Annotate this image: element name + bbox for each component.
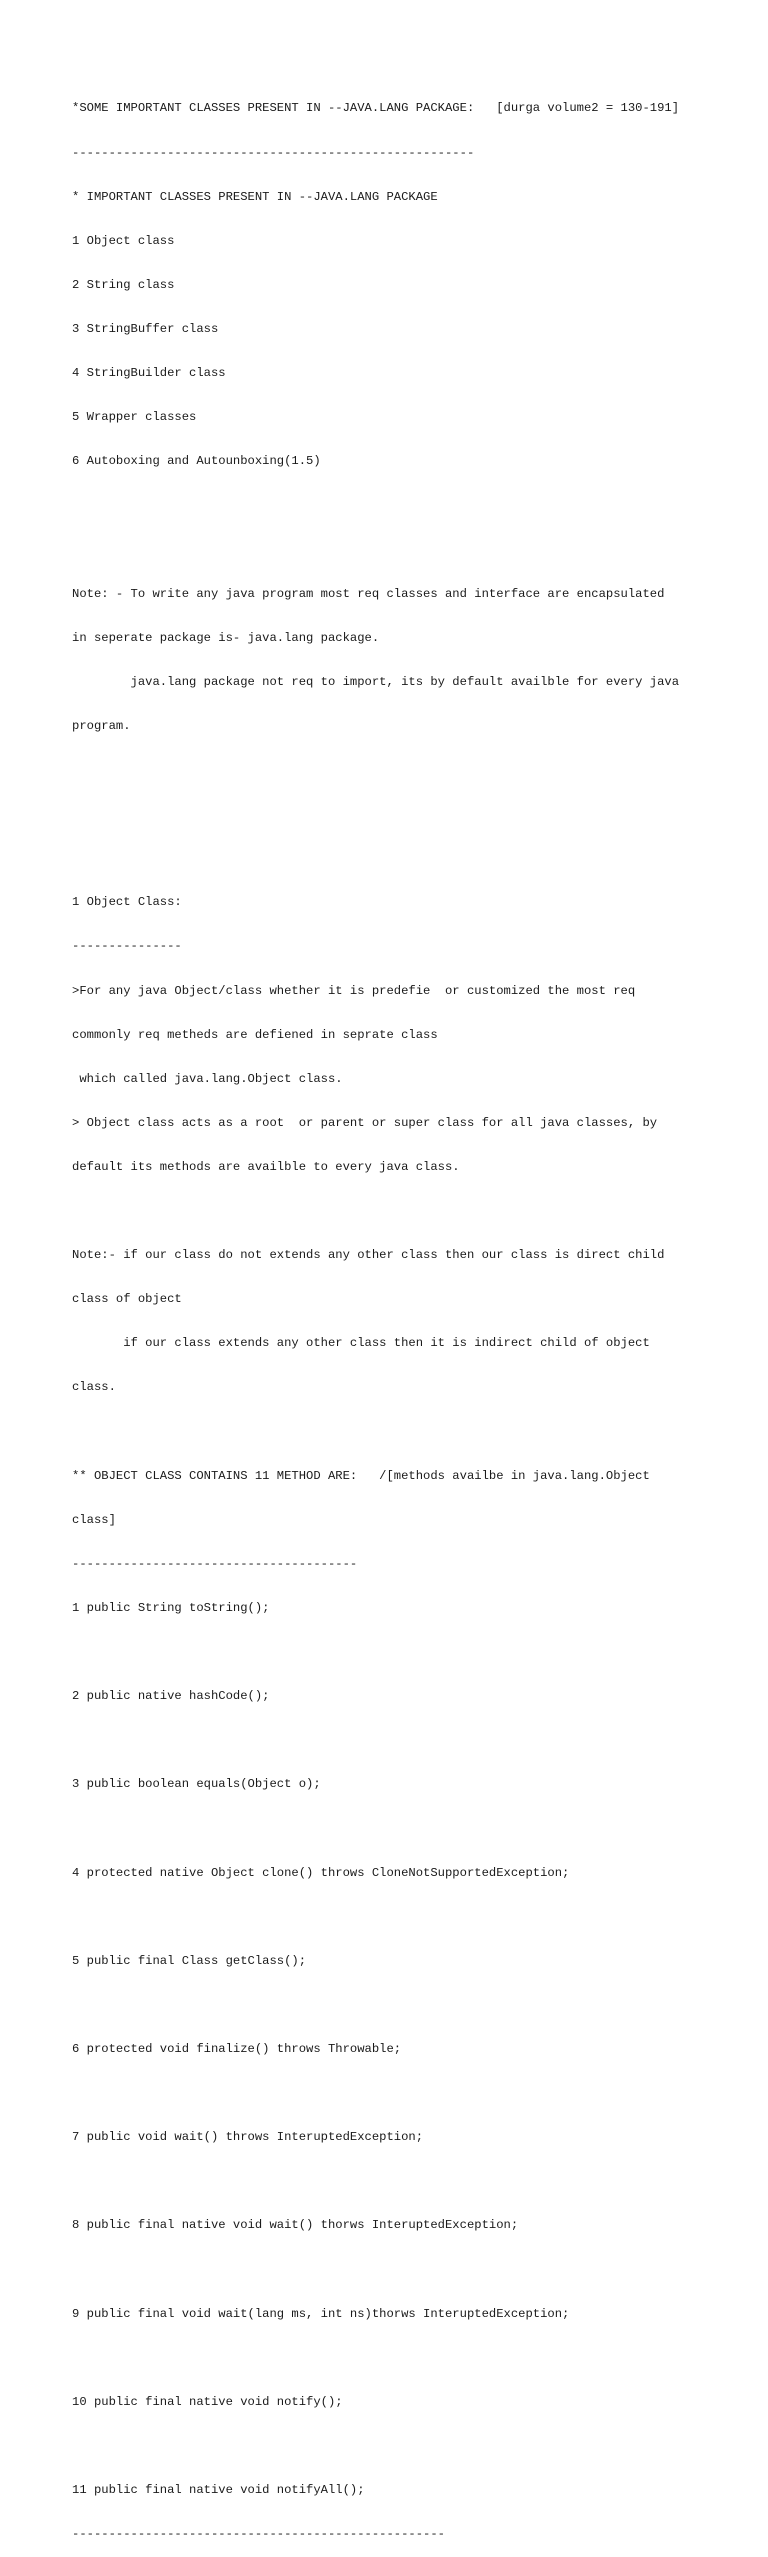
note-line: Note: - To write any java program most req classes and interface are encapsulated bbox=[72, 586, 665, 601]
paragraph-line: which called java.lang.Object class. bbox=[72, 1071, 343, 1086]
subheading-line: * IMPORTANT CLASSES PRESENT IN --JAVA.LANG PACKAGE bbox=[72, 189, 438, 204]
blank-line bbox=[72, 2174, 712, 2189]
note-line: Note:- if our class do not extends any other class then our class is direct child bbox=[72, 1248, 665, 1263]
list-item: 3 StringBuffer class bbox=[72, 321, 219, 336]
note-line: class of object bbox=[72, 1292, 182, 1307]
blank-line bbox=[72, 1822, 712, 1837]
section-title: ** OBJECT CLASS CONTAINS 11 METHOD ARE: /[methods availbe in java.lang.Object bbox=[72, 1468, 650, 1483]
document-page bbox=[72, 72, 712, 2557]
blank-line bbox=[72, 2351, 712, 2366]
method-line: 11 public final native void notifyAll(); bbox=[72, 2483, 365, 2498]
method-line: 5 public final Class getClass(); bbox=[72, 1953, 307, 1968]
paragraph-line: > Object class acts as a root or parent or super class for all java classes, by bbox=[72, 1115, 658, 1130]
blank-line bbox=[72, 1204, 712, 1219]
method-line: 6 protected void finalize() throws Throwable; bbox=[72, 2042, 402, 2057]
blank-line bbox=[72, 2263, 712, 2278]
divider-line: --------------- bbox=[72, 939, 182, 954]
list-item: 2 String class bbox=[72, 277, 175, 292]
note-line: java.lang package not req to import, its by default availble for every java bbox=[72, 674, 680, 689]
blank-line bbox=[72, 1645, 712, 1660]
paragraph-line: >For any java Object/class whether it is predefie or customized the most req bbox=[72, 983, 636, 998]
divider-line: ------------------------------------------------------- bbox=[72, 145, 475, 160]
blank-line bbox=[72, 498, 712, 513]
method-line: 8 public final native void wait() thorws InteruptedException; bbox=[72, 2218, 519, 2233]
blank-line bbox=[72, 1425, 712, 1440]
method-line: 7 public void wait() throws InteruptedException; bbox=[72, 2130, 424, 2145]
method-line: 9 public final void wait(lang ms, int ns)thorws InteruptedException; bbox=[72, 2306, 570, 2321]
divider-line: --------------------------------------- bbox=[72, 1556, 358, 1571]
note-line: in seperate package is- java.lang package. bbox=[72, 630, 380, 645]
paragraph-line: commonly req metheds are defiened in seprate class bbox=[72, 1027, 438, 1042]
method-line: 10 public final native void notify(); bbox=[72, 2394, 343, 2409]
paragraph-line: default its methods are availble to every java class. bbox=[72, 1159, 460, 1174]
blank-line bbox=[72, 1733, 712, 1748]
heading-line: *SOME IMPORTANT CLASSES PRESENT IN --JAVA.LANG PACKAGE: [durga volume2 = 130-191] bbox=[72, 101, 680, 116]
method-line: 2 public native hashCode(); bbox=[72, 1689, 270, 1704]
section-title: 1 Object Class: bbox=[72, 895, 182, 910]
blank-line bbox=[72, 2086, 712, 2101]
blank-line bbox=[72, 851, 712, 866]
divider-line: --------------------------------------------------- bbox=[72, 2527, 445, 2542]
method-line: 3 public boolean equals(Object o); bbox=[72, 1777, 321, 1792]
blank-line bbox=[72, 1910, 712, 1925]
blank-line bbox=[72, 542, 712, 557]
method-line: 1 public String toString(); bbox=[72, 1601, 270, 1616]
list-item: 6 Autoboxing and Autounboxing(1.5) bbox=[72, 454, 321, 469]
list-item: 1 Object class bbox=[72, 233, 175, 248]
note-line: class. bbox=[72, 1380, 116, 1395]
section-title: class] bbox=[72, 1512, 116, 1527]
list-item: 4 StringBuilder class bbox=[72, 366, 226, 381]
blank-line bbox=[72, 807, 712, 822]
blank-line bbox=[72, 2439, 712, 2454]
blank-line bbox=[72, 763, 712, 778]
note-line: program. bbox=[72, 718, 131, 733]
method-line: 4 protected native Object clone() throws CloneNotSupportedException; bbox=[72, 1865, 570, 1880]
note-line: if our class extends any other class then it is indirect child of object bbox=[72, 1336, 650, 1351]
blank-line bbox=[72, 1998, 712, 2013]
list-item: 5 Wrapper classes bbox=[72, 410, 197, 425]
